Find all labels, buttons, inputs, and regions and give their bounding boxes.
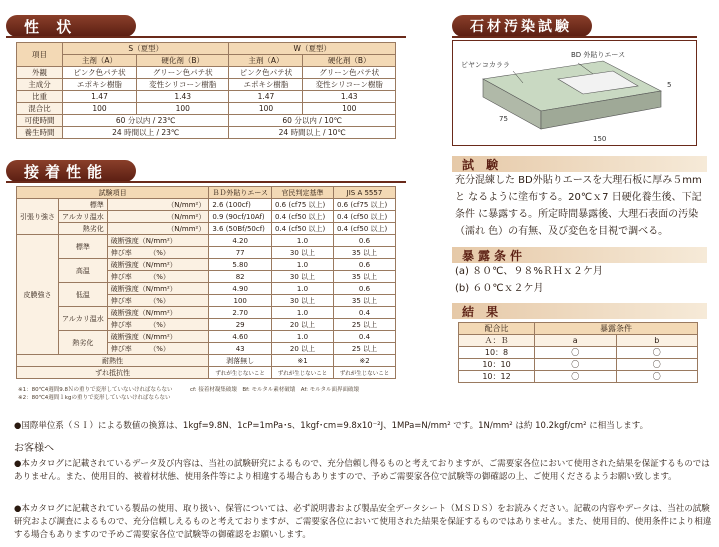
adhesion-notes [18, 386, 188, 402]
table-cell: 100 [303, 103, 396, 115]
adhesion-table [16, 186, 396, 379]
table-cell: 試験項目 [17, 187, 209, 199]
table-cell: 20 以上 [272, 319, 334, 331]
table-cell: 0.6 (cf75 以上) [334, 199, 396, 211]
table-cell: 主剤（A） [63, 55, 137, 67]
table-cell: 破断強度（N/mm²） [107, 259, 209, 271]
table-cell: 熱劣化 [59, 331, 108, 355]
table-cell: 性 状 [24, 17, 78, 36]
table-cell: 1.0 [272, 235, 334, 247]
table-cell: 25 以上 [334, 343, 396, 355]
table-cell: 30 以上 [272, 295, 334, 307]
table-cell: 項目 [17, 43, 63, 67]
test-text: 充分混練した BD外貼りエースを大理石板に厚み５mmと なるように塗布する。20℃ｘ7 日硬化養生後、下記条件 に暴露する。所定時間暴露後、大理石表面の汚染（濡れ 色）の有無、及び変色を目視で調べる。 [455, 175, 702, 237]
table-cell: 養生時間 [17, 127, 63, 139]
properties-table [16, 42, 396, 139]
table-cell: 0.9 (90cf/10Af) [209, 211, 272, 223]
table-cell: ＢＤ外貼りエース [209, 187, 272, 199]
table-cell: 暴露条件 [535, 323, 698, 335]
table-cell: 〇 [616, 371, 698, 383]
stone-diagram [452, 40, 697, 146]
table-cell: 〇 [535, 359, 617, 371]
table-cell: 硬化剤（B） [136, 55, 229, 67]
table-cell: 24 時間以上 / 10℃ [229, 127, 396, 139]
table-cell: ずれが生じないこと [209, 367, 272, 379]
table-cell: 2.6 (100cf) [209, 199, 272, 211]
table-cell: 0.6 [334, 283, 396, 295]
table-cell: 60 分以内 / 23℃ [63, 115, 229, 127]
dim-thickness: 5 [667, 81, 672, 89]
table-cell: ずれ抵抗性 [17, 367, 209, 379]
table-cell: 10：10 [459, 359, 535, 371]
table-cell: 〇 [535, 347, 617, 359]
table-cell: 60 分以内 / 10℃ [229, 115, 396, 127]
table-cell: 5.80 [209, 259, 272, 271]
product-label: BD 外貼りエース [571, 51, 626, 59]
stone-label: ビヤンコカララ [461, 61, 510, 69]
table-cell: 35 以上 [334, 247, 396, 259]
table-cell: エポキシ樹脂 [229, 79, 303, 91]
table-cell: 変性シリコーン樹脂 [136, 79, 229, 91]
table-cell: 2.70 [209, 307, 272, 319]
disclaimer-1: ●本カタログに記載されているデータ及び内容は、当社の試験研究によるもので、充分信頼し得るものと考えておりますが、ご需要家各位において使用された結果を保証するものではありません。また、使用目的、被着材状態、使用条件等により相違する場合もありますので、予めご需要家各位で試験等の御確認の上、ご使用くださるようお願い致します。 [14, 459, 710, 482]
table-cell: 10：8 [459, 347, 535, 359]
table-cell: 引張り強さ [17, 199, 59, 235]
table-cell: W（夏型） [229, 43, 396, 55]
table-cell: 伸び率 （%） [107, 319, 209, 331]
table-cell: b [616, 335, 698, 347]
adhesion-legend: cf: 接着材凝集破壊 Bf: モルタル素材破壊 Af: モルタル面界面破壊 [190, 387, 359, 393]
divider [6, 181, 406, 183]
table-cell: 4.20 [209, 235, 272, 247]
table-cell: ※1 [272, 355, 334, 367]
table-cell: 可使時間 [17, 115, 63, 127]
results-table [458, 322, 698, 383]
table-cell: 熱劣化 [59, 223, 108, 235]
table-cell: 3.6 (50Bf/50cf) [209, 223, 272, 235]
table-cell: （N/mm²） [107, 211, 209, 223]
table-cell: 30 以上 [272, 247, 334, 259]
table-cell: エポキシ樹脂 [63, 79, 137, 91]
table-cell: 破断強度（N/mm²） [107, 307, 209, 319]
table-cell: 伸び率 （%） [107, 295, 209, 307]
table-cell: 皮膜強さ [17, 235, 59, 355]
table-cell: 標準 [59, 199, 108, 211]
table-cell: 0.6 (cf75 以上) [272, 199, 334, 211]
table-cell: 1.43 [303, 91, 396, 103]
table-cell: 1.47 [229, 91, 303, 103]
table-cell: 1.43 [136, 91, 229, 103]
table-cell: 0.4 (cf50 以上) [272, 223, 334, 235]
dim-width: 75 [499, 115, 508, 123]
table-cell: アルカリ温水 [59, 211, 108, 223]
table-cell: 混合比 [17, 103, 63, 115]
divider [6, 36, 406, 38]
table-cell: ピンク色パテ状 [229, 67, 303, 79]
table-cell: 77 [209, 247, 272, 259]
table-cell: 10：12 [459, 371, 535, 383]
table-cell: 耐熱性 [17, 355, 209, 367]
table-cell: 剥落無し [209, 355, 272, 367]
table-cell: （N/mm²） [107, 223, 209, 235]
table-cell: 24 時間以上 / 23℃ [63, 127, 229, 139]
marble-slab-diagram [453, 41, 696, 145]
table-cell: グリーン色パテ状 [136, 67, 229, 79]
table-cell: 伸び率 （%） [107, 271, 209, 283]
table-cell: 4.60 [209, 331, 272, 343]
table-cell: a [535, 335, 617, 347]
table-cell: 高温 [59, 259, 108, 283]
table-cell: 100 [63, 103, 137, 115]
exposure-a: (a) ８０℃、９８%ＲＨｘ２ケ月 [455, 266, 603, 277]
dim-length: 150 [593, 135, 607, 143]
table-cell: 100 [136, 103, 229, 115]
table-cell: 43 [209, 343, 272, 355]
table-cell: 20 以上 [272, 343, 334, 355]
table-cell: 破断強度（N/mm²） [107, 283, 209, 295]
table-cell: 100 [209, 295, 272, 307]
table-cell: 82 [209, 271, 272, 283]
table-cell: 100 [229, 103, 303, 115]
table-cell: 比重 [17, 91, 63, 103]
table-cell: 低温 [59, 283, 108, 307]
exposure-heading: 暴露条件 [452, 247, 707, 263]
test-heading: 試 験 [452, 156, 707, 172]
table-cell: S（夏型） [63, 43, 229, 55]
table-cell: 石材汚染試験 [470, 19, 572, 35]
table-cell: 1.0 [272, 331, 334, 343]
table-cell: 配合比 [459, 323, 535, 335]
table-cell: 0.6 [334, 259, 396, 271]
table-cell: 29 [209, 319, 272, 331]
table-cell: 1.0 [272, 283, 334, 295]
table-cell: JIS A 5557 [334, 187, 396, 199]
table-cell: 25 以上 [334, 319, 396, 331]
table-cell: ※1：80℃4週間9.8Ｎの重りで変形していないければならない [18, 387, 173, 393]
table-cell: ずれが生じないこと [272, 367, 334, 379]
table-cell: 1.0 [272, 259, 334, 271]
properties-banner [6, 15, 136, 37]
table-cell: 破断強度（N/mm²） [107, 235, 209, 247]
divider [452, 36, 697, 38]
disclaimer-2: ●本カタログに記載されている製品の使用、取り扱い、保管については、必ず説明書および製品安全データシート（ＭＳＤＳ）をお読みください。記載の内容やデータは、当社の試験研究および調査によるもので、充分信頼しえるものと考えておりますが、ご需要家各位において使用された結果を保証するものではありません。また、使用目的、使用条件により相違する場合もありますので予めご需要家各位で試験等の御確認をお願いします。 [14, 504, 712, 540]
customer-heading: お客様へ [14, 443, 54, 454]
table-cell: 35 以上 [334, 295, 396, 307]
si-note: ●国際単位系（ＳＩ）による数値の換算は、1kgf=9.8N、1cP=1mPa･s、1kgf･cm=9.8x10⁻²J、1MPa=N/mm² です。1N/mm² は約 10.2kgf/cm² に相当します。 [14, 421, 649, 431]
table-cell: 0.4 (cf50 以上) [334, 223, 396, 235]
results-heading: 結 果 [452, 303, 707, 319]
adhesion-banner [6, 160, 136, 182]
table-cell: 〇 [616, 347, 698, 359]
table-cell: 接着性能 [24, 162, 109, 181]
table-cell: 1.47 [63, 91, 137, 103]
table-cell: Ａ：Ｂ [459, 335, 535, 347]
table-cell: 外観 [17, 67, 63, 79]
table-cell: アルカリ温水 [59, 307, 108, 331]
table-cell: ずれが生じないこと [334, 367, 396, 379]
table-cell: 0.4 [334, 307, 396, 319]
table-cell: 伸び率 （%） [107, 247, 209, 259]
table-cell: 官民判定基準 [272, 187, 334, 199]
table-cell: 〇 [616, 359, 698, 371]
table-cell: 〇 [535, 371, 617, 383]
table-cell: 0.4 [334, 331, 396, 343]
table-cell: 4.90 [209, 283, 272, 295]
table-cell: ピンク色パテ状 [63, 67, 137, 79]
table-cell: グリーン色パテ状 [303, 67, 396, 79]
table-cell: 破断強度（N/mm²） [107, 331, 209, 343]
table-cell: 変性シリコーン樹脂 [303, 79, 396, 91]
table-cell: 主剤（A） [229, 55, 303, 67]
table-cell: 主成分 [17, 79, 63, 91]
table-cell: ※2：80℃4週間１kgの重りで変形していないければならない [18, 395, 171, 401]
table-cell: 標準 [59, 235, 108, 259]
table-cell: （N/mm²） [107, 199, 209, 211]
table-cell: 伸び率 （%） [107, 343, 209, 355]
table-cell: 1.0 [272, 307, 334, 319]
table-cell: 0.4 (cf50 以上) [272, 211, 334, 223]
table-cell: 35 以上 [334, 271, 396, 283]
table-cell: 0.4 (cf50 以上) [334, 211, 396, 223]
table-cell: 0.6 [334, 235, 396, 247]
exposure-b: (b) ６０℃ｘ２ケ月 [455, 283, 544, 294]
stain-banner [452, 15, 592, 37]
table-cell: 硬化剤（B） [303, 55, 396, 67]
table-cell: 30 以上 [272, 271, 334, 283]
table-cell: ※2 [334, 355, 396, 367]
